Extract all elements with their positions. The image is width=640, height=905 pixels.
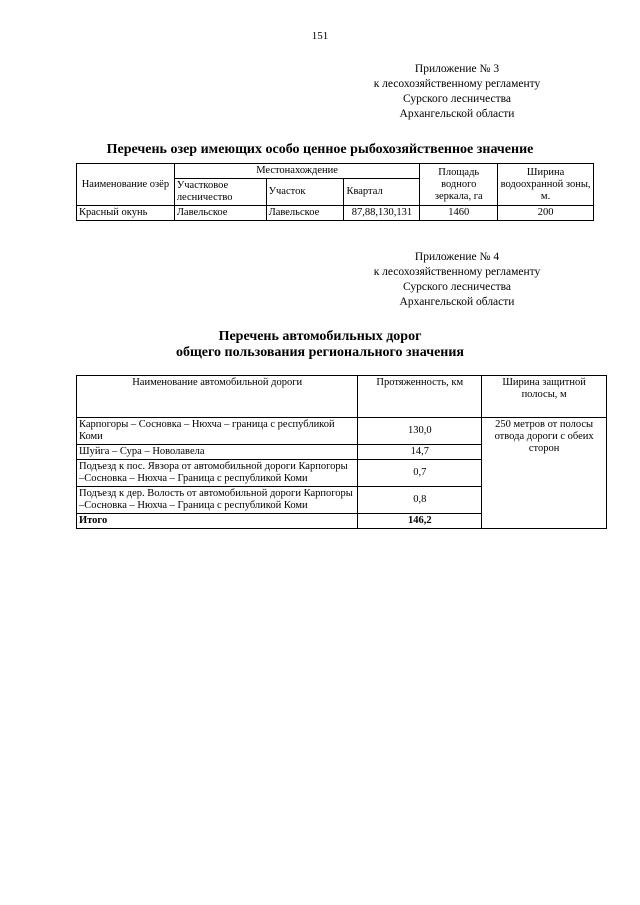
appendix-3-line: к лесохозяйственному регламенту (373, 78, 541, 90)
table-row (77, 418, 607, 445)
appendix-4-line: Архангельской области (399, 296, 515, 308)
appendix-4-line: Сурского лесничества (402, 281, 512, 293)
roads-table-title (0, 329, 640, 361)
appendix-4-line: Приложение № 4 (414, 251, 500, 263)
header-zone-width: Ширина водоохранной зоны, м. (498, 164, 594, 206)
header-road-name: Наименование автомобильной дороги (77, 376, 358, 418)
road-length-cell: 130,0 (358, 418, 482, 445)
lakes-table-title: Перечень озер имеющих особо ценное рыбохозяйственное значение (106, 142, 534, 157)
header-road-length: Протяженность, км (358, 376, 482, 418)
appendix-3-header (352, 62, 562, 122)
roads-table (76, 375, 607, 529)
road-name-cell: Подъезд к дер. Волость от автомобильной дороги Карпогоры –Сосновка – Нюхча – Граница с республикой Коми (77, 487, 358, 514)
appendix-4-header (352, 250, 562, 310)
lakes-table (76, 163, 594, 221)
road-name-cell: Шуйга – Сура – Новолавела (77, 445, 358, 460)
header-plot: Участок (266, 179, 344, 206)
appendix-4-line: к лесохозяйственному регламенту (373, 266, 541, 278)
lake-name-cell: Красный окунь (77, 206, 175, 221)
appendix-3-line: Приложение № 3 (414, 63, 500, 75)
road-length-cell: 0,8 (358, 487, 482, 514)
quarter-cell: 87,88,130,131 (344, 206, 420, 221)
header-district-forestry: Участковое лесничество (174, 179, 266, 206)
zone-width-cell: 200 (498, 206, 594, 221)
header-location: Местонахождение (174, 164, 420, 179)
road-length-cell: 0,7 (358, 460, 482, 487)
roads-title-line: Перечень автомобильных дорог (218, 329, 422, 344)
header-road-width: Ширина защитной полосы, м (482, 376, 607, 418)
district-forestry-cell: Лавельское (174, 206, 266, 221)
roads-title-line: общего пользования регионального значения (175, 345, 465, 360)
page-number: 151 (311, 30, 329, 42)
appendix-3-line: Архангельской области (399, 108, 515, 120)
table-row (77, 206, 594, 221)
total-length-cell: 146,2 (358, 514, 482, 529)
appendix-3-line: Сурского лесничества (402, 93, 512, 105)
road-length-cell: 14,7 (358, 445, 482, 460)
road-name-cell: Карпогоры – Сосновка – Нюхча – граница с республикой Коми (77, 418, 358, 445)
plot-cell: Лавельское (266, 206, 344, 221)
area-cell: 1460 (420, 206, 498, 221)
header-quarter: Квартал (344, 179, 420, 206)
header-lake-name: Наименование озёр (77, 164, 175, 206)
road-width-cell: 250 метров от полосы отвода дороги с обеих сторон (482, 418, 607, 529)
road-name-cell: Подъезд к пос. Явзора от автомобильной дороги Карпогоры –Сосновка – Нюхча – Граница с республикой Коми (77, 460, 358, 487)
total-label-cell: Итого (77, 514, 358, 529)
header-area: Площадь водного зеркала, га (420, 164, 498, 206)
